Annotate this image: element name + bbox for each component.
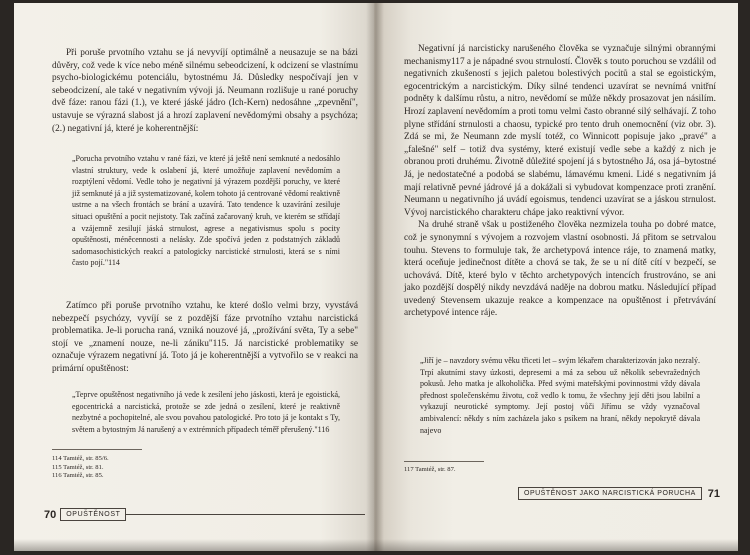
page-number: 70 (44, 508, 57, 521)
page-bottom-shadow (14, 539, 738, 551)
right-paragraph-1: Negativní já narcisticky narušeného člověka se vyznačuje silnými obrannými mechanismy117 a je nápadné svou strnulostí. Člověk s touto poruchou se vzdálil od negativních zkušeností s jejich paletou bolestivých pocitů a stal se egoistickým, egocentrickým a narcistickým. Díky silné tendenci uzavírat se nevnímá vnitřní podněty k dalšímu růstu, a nitro, nevědomí se může někdy prosazovat jen násilím. Hrozí zaplavení nevědomím a proti tomu velmi často obranné silý selhávají. Z toho plyne střídání strnulosti a chaosu, typické pro tento druh onemocnění (viz obr. 3). Zdá se mi, že Neumann zde myslí totéž, co Winnicott popisuje jako „pravé" a „falešné" self – totiž dva systémy, které existují vedle sebe a každý z nich je obranou proti druhému. Životně důležité spojení já s bytostného Já, osa já–bytostné Já, je nedostatečné a podobá se slabému, lámavému kmeni. Lidé s negativním já mají relativně pevné jádrové já a dokážali si vybudovat kompenzace proti zranění. Neumann u negativního já uvádí egoismus, tendenci uzavírat se a jáskou strnulost. Vývoj narcistického charakteru chápe jako reaktivní vývor. (404, 44, 716, 218)
right-footnotes (404, 466, 604, 475)
left-paragraph-2: Zatímco při poruše prvotního vztahu, ke které došlo velmi brzy, vyvstává nebezpečí psychózy, vyvíjí se z pozdější fáze prvotního vztahu narcistická problematika. Je-li porucha raná, vzniká nouzové já, „prožívání světa, Ty a sebe" stojí ve „znamení nouze, ne-li zániku"115. Já narcistické problematiky se označuje výrazem negativní já. Toto já je koherentnější a vytvořilo se v reakci na primární opuštěnost: (52, 301, 358, 374)
right-quote-1: „Jiří je – navzdory svému věku třiceti let – svým lékařem charakterizován jako nezralý. Trpí akutními stavy úzkosti, depresemi a má za sebou už několik sebevražedných pokusů. Jeho matka je alkoholička. Před svými mateřskými povinnostmi vždy dávala přednost společenskému životu, což vedlo k tomu, že všechny její děti jsou labilní a vykazují neurotické symptomy. Její postoj vůči Jiřímu se vždy vyznačoval ambivalencí: někdy s ním zacházela jako s psíkem na hraní, někdy nepokrytě dávala najevo (420, 356, 700, 435)
right-page (374, 3, 738, 551)
footnote: 114 Tamtéž, str. 85/6. (52, 455, 109, 462)
right-footnote-rule (404, 461, 484, 462)
left-quote-1: „Porucha prvotního vztahu v rané fázi, ve které já ještě není semknuté a nedosáhlo vlastní struktury, vede k oslabení já, které umožňuje zaplavení nevědomím a rozptýlení vědomí. Vedle toho je negativní já výrazem pozdější poruchy, ve které již semknuté já a již systematizované, kolem tohoto já centrované vědomí reaktivně ustrne a na všech frontách se brání a uzavírá. Tato tendence k uzavírání zesiluje situaci opuštění a pocit nejistoty. Tak začíná začarovaný kruh, ve kterém se střídají a vzájemně zesilují jáská strnulost, agrese a negativismus spolu s pocity opuštěnosti, méněcennosti a nelásky. Zde spočívá jeden z podstatných základů sadomasochistických reakcí a patologicky narcistické strnulosti, která se s ními často pojí."114 (72, 154, 340, 268)
folio-rule (125, 514, 365, 515)
left-body-block-1 (52, 47, 358, 135)
running-header: OPUŠTĚNOST (60, 508, 126, 521)
right-paragraph-2: Na druhé straně však u postiženého člověka nezmizela touha po dobré matce, což je synonymní s vývojem a rozvojem vlastní osobnosti. Já přitom se setrvalou touhu. Stevens to formuluje tak, že archetypová intence ráje, to znamená matky, která oceňuje jedinečnost dítěte a chová se tak, že se u ní dítě cítí v bezpečí, se uchovává. Dítě, které bylo v těchto archetypových intencích frustrováno, se ani jako pozdější dospělý nikdy nevzdává naděje na dobrou matku. Následující případ uvedený Stevensem ukazuje reakce a kompenzace na opuštěnost i přetrvávání archetypové intence ráje. (404, 220, 716, 319)
running-header: OPUŠTĚNOST JAKO NARCISTICKÁ PORUCHA (518, 487, 702, 500)
book-spread (14, 3, 738, 551)
left-footnotes (52, 455, 252, 481)
footnote: 115 Tamtéž, str. 81. (52, 463, 104, 471)
left-footnote-rule (52, 449, 142, 450)
left-page (14, 3, 374, 551)
footnote: 117 Tamtéž, str. 87. (404, 466, 456, 473)
left-folio (44, 508, 365, 521)
left-quote-2: „Teprve opuštěnost negativního já vede k zesílení jeho jáskosti, která je egoistická, egocentrická a narcistická, protože se zde jedná o zesílení, které je reaktivně nezbytné a pochopitelné, ale svou povahou patologické. Pro toto já je kontakt s Ty, světem a bytostným Já narušený a v extrémních případech téměř přerušený."116 (72, 390, 340, 434)
right-body-block (404, 43, 716, 320)
left-paragraph-1: Při poruše prvotního vztahu se já nevyvíjí optimálně a neusazuje se na bázi důvěry, což vede k více nebo méně silnému sebeodcizení, k odcizení se vlastnímu psycho-biologickému potenciálu, bytostnému Já. Důsledky nespočívají jen v sebeodcizení, ale také v negativním vývoji já. Neumann rozlišuje u rané poruchy dvě fáze: ranou fázi (1.), ve které jáské jádro (Ich-Kern) nedosáhne „zpevnění", ustavuje se výrazná slabost já a hrozí zaplavení nevědomými obsahy a psychóza; (2.) negativní já, které je koherentnější: (52, 48, 358, 134)
left-body-block-2 (52, 300, 358, 376)
right-folio (518, 487, 720, 500)
book-gutter (366, 3, 384, 551)
footnote: 116 Tamtéž, str. 85. (52, 472, 104, 480)
page-number: 71 (707, 487, 721, 500)
